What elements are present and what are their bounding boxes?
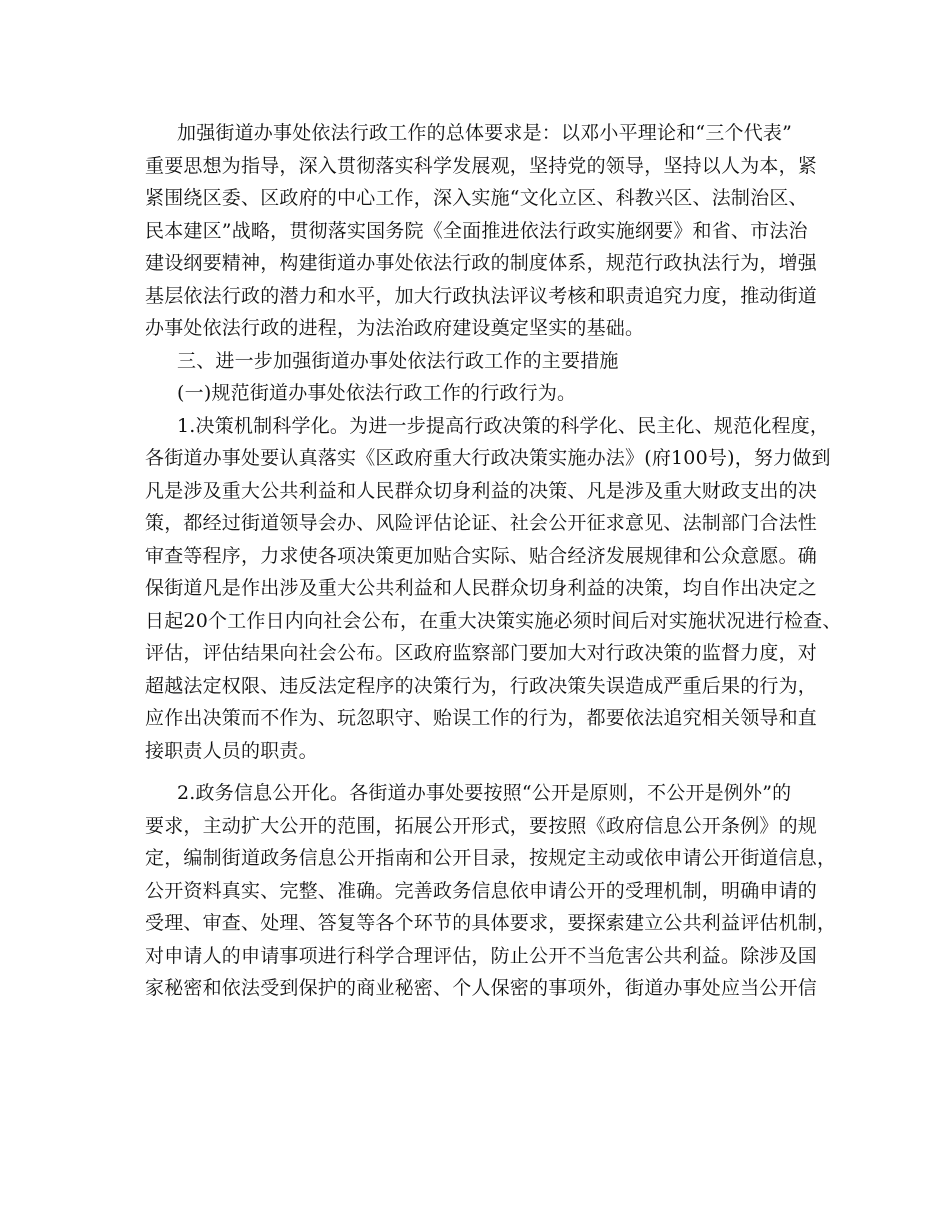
text-line: 家秘密和依法受到保护的商业秘密、个人保密的事项外，街道办事处应当公开信 <box>145 977 818 999</box>
text-line: 民本建区”战略，贯彻落实国务院《全面推进依法行政实施纲要》和省、市法治 <box>145 219 808 242</box>
text-line: 应作出决策而不作为、玩忽职守、贻误工作的行为，都要依法追究相关领导和直 <box>145 707 818 729</box>
text-line: 办事处依法行政的进程，为法治政府建设奠定坚实的基础。 <box>145 317 645 339</box>
text-line: 评估，评估结果向社会公布。区政府监察部门要加大对行政决策的监督力度，对 <box>145 642 818 664</box>
text-line: 保街道凡是作出涉及重大公共利益和人民群众切身利益的决策，均自作出决定之 <box>145 577 818 599</box>
text-line: 加强街道办事处依法行政工作的总体要求是：以邓小平理论和“三个代表” <box>177 122 793 144</box>
text-line: 策，都经过街道领导会办、风险评估论证、社会公开征求意见、法制部门合法性 <box>145 512 818 534</box>
text-line: 2.政务信息公开化。各街道办事处要按照“公开是原则，不公开是例外”的 <box>177 782 792 804</box>
text-line: (一)规范街道办事处依法行政工作的行政行为。 <box>177 382 577 404</box>
text-line: 公开资料真实、完整、准确。完善政务信息依申请公开的受理机制，明确申请的 <box>145 879 818 902</box>
paragraph-gap <box>145 767 825 777</box>
text-line: 审查等程序，力求使各项决策更加贴合实际、贴合经济发展规律和公众意愿。确 <box>145 544 818 567</box>
text-line: 各街道办事处要认真落实《区政府重大行政决策实施办法》(府100号)，努力做到 <box>145 447 831 469</box>
text-line: 超越法定权限、违反法定程序的决策行为，行政决策失误造成严重后果的行为， <box>145 674 818 697</box>
text-line: 日起20个工作日内向社会公布，在重大决策实施必须时间后对实施状况进行检查、 <box>145 609 842 632</box>
text-line: 对申请人的申请事项进行科学合理评估，防止公开不当危害公共利益。除涉及国 <box>145 944 818 967</box>
text-line: 1.决策机制科学化。为进一步提高行政决策的科学化、民主化、规范化程度， <box>177 414 830 437</box>
text-line: 重要思想为指导，深入贯彻落实科学发展观，坚持党的领导，坚持以人为本，紧 <box>145 154 818 177</box>
text-line: 要求，主动扩大公开的范围，拓展公开形式，要按照《政府信息公开条例》的规 <box>145 814 818 837</box>
text-line: 紧围绕区委、区政府的中心工作，深入实施“文化立区、科教兴区、法制治区、 <box>145 187 808 209</box>
document-body <box>145 117 842 1005</box>
text-line: 建设纲要精神，构建街道办事处依法行政的制度体系，规范行政执法行为，增强 <box>145 252 818 274</box>
text-line: 基层依法行政的潜力和水平，加大行政执法评议考核和职责追究力度，推动街道 <box>145 284 818 307</box>
text-line: 凡是涉及重大公共利益和人民群众切身利益的决策、凡是涉及重大财政支出的决 <box>145 479 818 502</box>
text-line: 三、进一步加强街道办事处依法行政工作的主要措施 <box>177 349 619 372</box>
text-line: 定，编制街道政务信息公开指南和公开目录，按规定主动或依申请公开街道信息， <box>145 847 837 869</box>
text-line: 接职责人员的职责。 <box>145 739 318 762</box>
text-line: 受理、审查、处理、答复等各个环节的具体要求，要探索建立公共利益评估机制， <box>145 912 837 934</box>
